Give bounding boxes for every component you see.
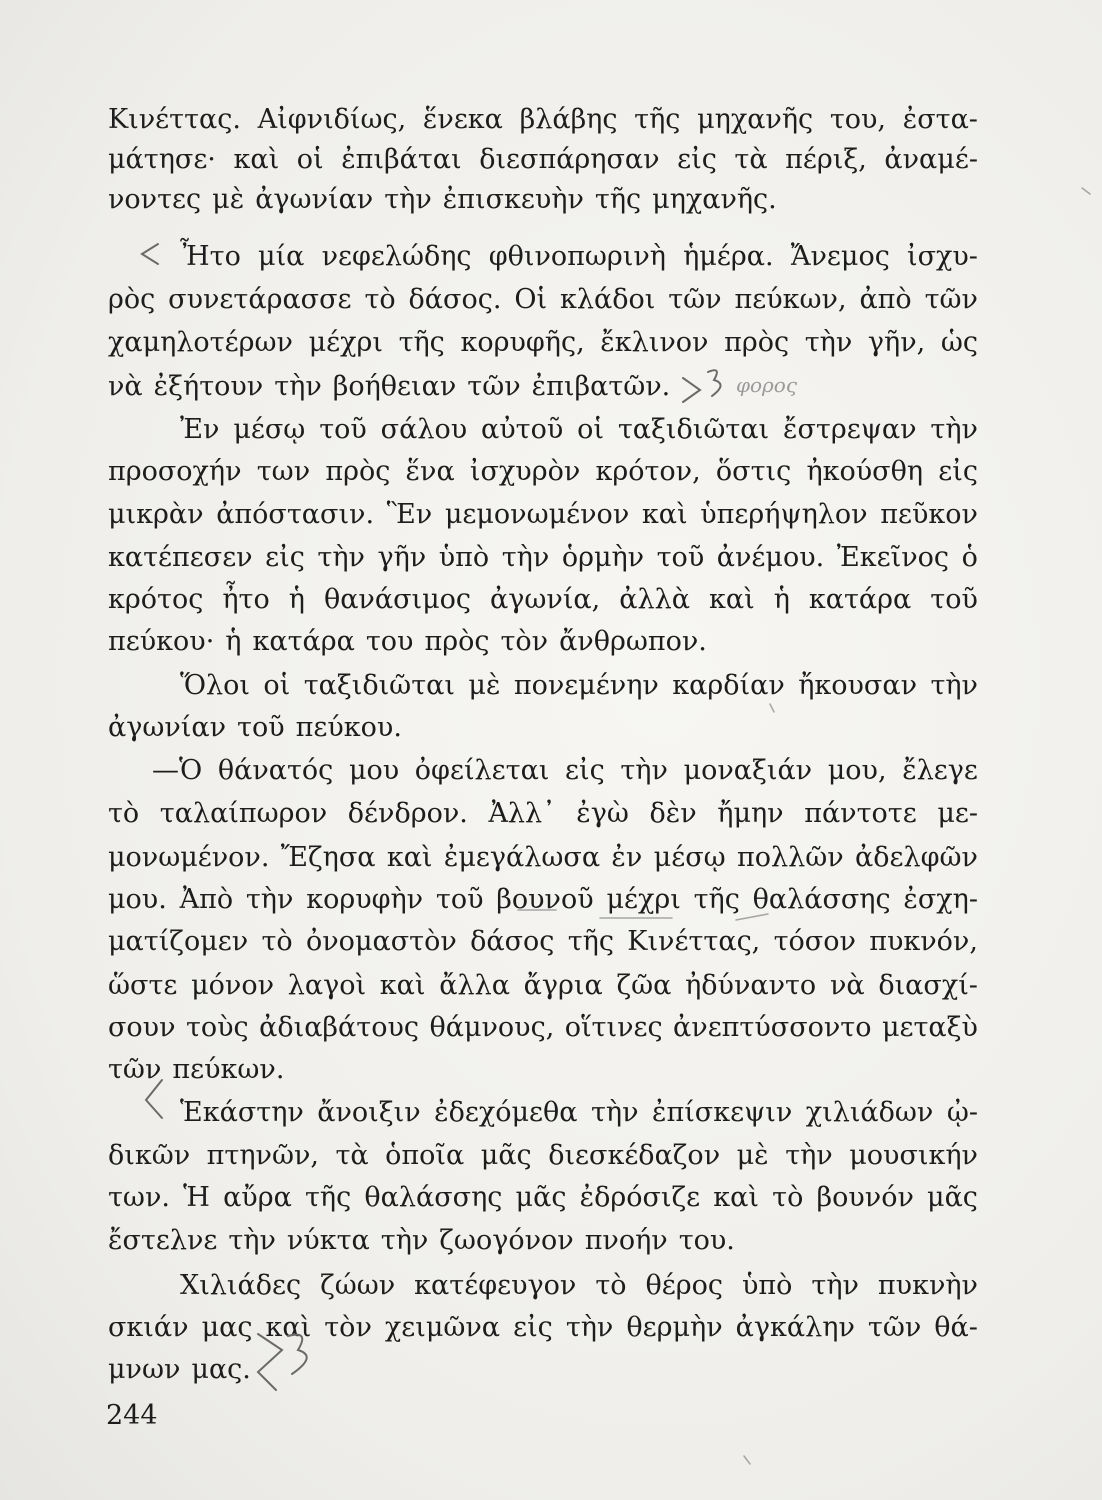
word: δὲν — [649, 798, 697, 829]
word: μας. — [191, 1354, 251, 1385]
word: ὑπερήψηλον — [700, 499, 868, 530]
word: τὸ — [772, 1182, 804, 1213]
word: μᾶς — [515, 1182, 567, 1213]
word: ἡ — [225, 626, 242, 657]
word: Ἄνεμος — [790, 241, 890, 272]
word: μᾶς — [927, 1182, 978, 1213]
word: τοῦ — [435, 884, 484, 915]
word: ἐμεγάλωσα — [443, 842, 601, 873]
word: Ἀλλ᾿ — [488, 798, 556, 829]
word: ἀγωνία, — [490, 584, 601, 615]
word: ταλαίπωρον — [159, 798, 328, 829]
word: τὴν — [811, 1270, 859, 1301]
word: τὴν — [245, 884, 294, 915]
word: ὁποῖα — [385, 1140, 465, 1171]
word: αὐτοῦ — [481, 414, 564, 445]
word: ὀφείλεται — [414, 755, 550, 786]
word: ζώων — [320, 1270, 396, 1301]
word: ἀπόστασιν. — [216, 499, 375, 530]
text-line — [108, 622, 978, 662]
word: ἤμην — [717, 798, 784, 829]
word: νύκτα — [286, 1225, 370, 1256]
word: τὴν — [501, 542, 550, 573]
word: ἡμέρα. — [683, 241, 774, 272]
word: ἀνέμου. — [716, 542, 825, 573]
word: ἤκουσαν — [798, 670, 917, 701]
text-line — [108, 1178, 978, 1218]
word: Κινέττας, — [627, 926, 761, 957]
word: βουνοῦ — [496, 884, 594, 915]
text-line — [108, 1350, 978, 1390]
word: σουν — [108, 1012, 176, 1043]
word: Οἱ — [514, 284, 548, 315]
word: μηχανῆς. — [652, 184, 777, 215]
word: τῶν — [924, 284, 978, 315]
word: βοήθειαν — [332, 371, 457, 402]
word: πεῦκον — [880, 499, 978, 530]
word: φθινοπωρινὴ — [488, 241, 666, 272]
word: ἦτο — [222, 584, 270, 615]
word: δάσος. — [408, 284, 502, 315]
word: των. — [108, 1182, 170, 1213]
text-line — [108, 666, 978, 706]
text-line — [108, 880, 978, 920]
word: κατάρα — [808, 584, 912, 615]
word: μάτησε· — [108, 144, 216, 175]
text-line — [108, 100, 978, 140]
word: λαγοὶ — [287, 970, 367, 1001]
word: τὴν — [804, 327, 853, 358]
word: διασχί- — [878, 970, 978, 1001]
word: ρὸς — [108, 284, 156, 315]
word: πονεμένην — [513, 670, 659, 701]
word: ἀδιαβάτους — [259, 1012, 420, 1043]
word: ἐδρόσιζε — [579, 1182, 701, 1213]
word: ἐγὼ — [576, 798, 629, 829]
word: Ἔζησα — [280, 842, 376, 873]
word: μοναξιάν — [683, 755, 813, 786]
word: τόσον — [773, 926, 856, 957]
text-line — [108, 1308, 978, 1348]
word: ὁ — [961, 542, 978, 573]
word: πάντοτε — [804, 798, 917, 829]
word: πρὸς — [424, 626, 490, 657]
word: ἕνεκα — [422, 104, 503, 135]
word: ὑπὸ — [741, 1270, 793, 1301]
word: ἔστρεψαν — [782, 414, 917, 445]
word: Ἡ — [183, 1182, 210, 1213]
word: Ἓν — [386, 499, 433, 530]
text-line — [108, 180, 978, 220]
text-line — [108, 1266, 978, 1306]
word: θά- — [934, 1312, 978, 1343]
word: καρδίαν — [672, 670, 785, 701]
word: ζῶα — [616, 970, 672, 1001]
word: ἐπισκευὴν — [442, 184, 584, 215]
word: ᾠ- — [946, 1097, 978, 1128]
word: ἠκούσθη — [806, 456, 924, 487]
word: δάσος — [470, 926, 555, 957]
text-line — [108, 367, 978, 407]
word: ὥστε — [108, 970, 178, 1001]
word: του — [365, 626, 414, 657]
word: εἰς — [513, 1312, 553, 1343]
text-line — [108, 410, 978, 450]
word: σκιάν — [108, 1312, 189, 1343]
word: μουσικήν — [849, 1140, 978, 1171]
word: μὲ — [468, 670, 501, 701]
text-line — [108, 140, 978, 180]
word: γῆν, — [867, 327, 926, 358]
word: κορυφὴν — [306, 884, 424, 915]
text-line — [108, 237, 978, 277]
word: τὴν — [565, 1312, 614, 1343]
word: ταξιδιῶται — [303, 670, 455, 701]
word: πρὸς — [724, 327, 790, 358]
word: ἐξήτουν — [153, 371, 264, 402]
word: χαμηλοτέρων — [108, 327, 293, 358]
word: πολλῶν — [736, 842, 844, 873]
word: μου. — [108, 884, 167, 915]
word: μία — [258, 241, 305, 272]
word: τῶν — [668, 284, 722, 315]
word: ἠδύναντο — [685, 970, 817, 1001]
word: τὴν — [590, 1097, 639, 1128]
word: ἄνοιξιν — [317, 1097, 421, 1128]
word: μηχανῆς — [697, 104, 814, 135]
word: μόνον — [191, 970, 274, 1001]
word: αὔρα — [223, 1182, 292, 1213]
word: Ἐν — [180, 414, 220, 445]
word: ὡς — [940, 327, 978, 358]
word: κρότος — [108, 584, 204, 615]
word: των — [256, 456, 311, 487]
word: πυκνὴν — [877, 1270, 978, 1301]
text-line — [108, 708, 978, 748]
text-line — [108, 838, 978, 878]
word: μέχρι — [606, 884, 681, 915]
word: γῆν — [377, 542, 427, 573]
word: πυκνόν, — [869, 926, 978, 957]
word: Ὅλοι — [180, 670, 250, 701]
word: εἰς — [938, 456, 978, 487]
word: τὰ — [335, 1140, 369, 1171]
word: δένδρον. — [347, 798, 468, 829]
word: Χιλιάδες — [180, 1270, 302, 1301]
word: —Ὁ — [152, 755, 203, 786]
text-line — [108, 1093, 978, 1133]
word: κατέπεσεν — [108, 542, 253, 573]
word: ταξιδιῶται — [617, 414, 770, 445]
word: μέσῳ — [233, 414, 306, 445]
word: εἰς — [565, 755, 605, 786]
word: μεταξὺ — [881, 1012, 978, 1043]
word: τῆς — [693, 884, 740, 915]
word: κρότον, — [595, 456, 701, 487]
word: βλάβης — [519, 104, 618, 135]
text-line — [108, 280, 978, 320]
word: ἄγρια — [523, 970, 603, 1001]
word: καὶ — [233, 144, 280, 175]
text-line — [108, 794, 978, 834]
text-line — [108, 1136, 978, 1176]
word: θαλάσσης — [752, 884, 891, 915]
word: ἐστα- — [902, 104, 978, 135]
word: χιλιάδων — [805, 1097, 934, 1128]
text-line — [108, 751, 978, 791]
word: μὲ — [212, 184, 245, 215]
word: συνετάρασσε — [168, 284, 352, 315]
word: ἕνα — [405, 456, 455, 487]
word: εἰς — [265, 542, 305, 573]
word: τοὺς — [185, 1012, 249, 1043]
word: ἰσχυ- — [907, 241, 978, 272]
word: καὶ — [386, 842, 433, 873]
word: ἐπιβατῶν. — [531, 371, 671, 402]
word: τὴν — [380, 1225, 429, 1256]
word: τὸν — [324, 1312, 372, 1343]
word: τὴν — [274, 371, 322, 402]
page-number: 244 — [106, 1400, 158, 1431]
word: χειμῶνα — [384, 1312, 501, 1343]
text-line — [108, 1050, 978, 1090]
word: καὶ — [265, 1312, 312, 1343]
word: ἀπὸ — [859, 284, 912, 315]
word: σάλου — [380, 414, 468, 445]
word: πεύκου· — [108, 626, 215, 657]
word: ἔστελνε — [108, 1225, 218, 1256]
word: πτηνῶν, — [206, 1140, 319, 1171]
text-line — [108, 966, 978, 1006]
word: μέχρι — [308, 327, 383, 358]
word: ἡ — [773, 584, 790, 615]
word: θάνατός — [217, 755, 334, 786]
word: ἀλλὰ — [619, 584, 690, 615]
word: μονωμένον. — [108, 842, 270, 873]
word: μεμονωμένον — [444, 499, 630, 530]
word: τῆς — [634, 104, 681, 135]
word: τὴν — [930, 414, 978, 445]
word: τοῦ — [656, 542, 705, 573]
word: ἀδελφῶν — [854, 842, 978, 873]
word: ζωογόνον — [439, 1225, 574, 1256]
word: μου — [348, 755, 400, 786]
word: τοῦ — [930, 584, 978, 615]
word: Αἰφνιδίως, — [257, 104, 407, 135]
word: ὀνομαστὸν — [306, 926, 457, 957]
word: ἐσχη- — [903, 884, 978, 915]
word: οἱ — [263, 670, 291, 701]
word: τῶν — [867, 1312, 922, 1343]
word: προσοχήν — [108, 456, 242, 487]
margin-tick — [1082, 188, 1090, 194]
word: ἐδεχόμεθα — [434, 1097, 578, 1128]
word: ἔκλινον — [600, 327, 709, 358]
word: τῶν — [108, 1054, 162, 1085]
word: νοντες — [108, 184, 202, 215]
word: τὸ — [261, 926, 293, 957]
word: ἀνεπτύσσοντο — [673, 1012, 872, 1043]
word: τὴν — [384, 184, 432, 215]
word: οἵτινες — [564, 1012, 663, 1043]
word: νὰ — [108, 371, 143, 402]
word: ἰσχυρὸν — [469, 456, 581, 487]
word: πνοήν — [584, 1225, 668, 1256]
word: ματίζομεν — [108, 926, 249, 957]
word: καὶ — [379, 970, 426, 1001]
word: πρὸς — [325, 456, 391, 487]
margin-tick — [744, 1456, 750, 1464]
word: ἔλεγε — [902, 755, 978, 786]
text-line — [108, 495, 978, 535]
word: νὰ — [829, 970, 865, 1001]
word: ἀγωνίαν — [255, 184, 374, 215]
word: του. — [678, 1225, 735, 1256]
word: τὸ — [364, 284, 396, 315]
word: Ἦτο — [180, 241, 241, 272]
word: οἱ — [577, 414, 604, 445]
word: ὑπὸ — [438, 542, 490, 573]
word: ἐπίσκεψιν — [651, 1097, 793, 1128]
text-line — [108, 452, 978, 492]
word: μου, — [827, 755, 887, 786]
word: πεύκων. — [172, 1054, 285, 1085]
word: πεύκων, — [734, 284, 847, 315]
word: οἱ — [296, 144, 324, 175]
text-line — [108, 1221, 978, 1261]
word: τὰ — [734, 144, 768, 175]
word: τὸν — [500, 626, 549, 657]
word: νεφελώδης — [321, 241, 472, 272]
word: εἰς — [677, 144, 717, 175]
text-line — [108, 538, 978, 578]
word: ἄλλα — [439, 970, 510, 1001]
word: του, — [829, 104, 887, 135]
word: ἡ — [288, 584, 305, 615]
word: τῶν — [467, 371, 521, 402]
text-line — [108, 580, 978, 620]
word: τὴν — [317, 542, 365, 573]
word: ὁρμὴν — [561, 542, 645, 573]
word: διεσπάρησαν — [479, 144, 660, 175]
word: κλάδοι — [559, 284, 656, 315]
word: μνων — [108, 1354, 181, 1385]
word: ἄνθρωπον. — [559, 626, 707, 657]
word: διεσκέδαζον — [548, 1140, 721, 1171]
word: θανάσιμος — [323, 584, 472, 615]
word: πεύκου. — [295, 712, 402, 743]
word: καὶ — [641, 499, 688, 530]
word: μικρὰν — [108, 499, 204, 530]
text-line — [108, 1008, 978, 1048]
word: τὴν — [785, 1140, 833, 1171]
word: τὴν — [620, 755, 668, 786]
word: Ἑκάστην — [180, 1097, 304, 1128]
word: θάμνους, — [429, 1012, 555, 1043]
word: θέρος — [645, 1270, 723, 1301]
handwritten-note: φορος — [736, 373, 798, 397]
word: Ἀπὸ — [179, 884, 234, 915]
word: μὲ — [736, 1140, 769, 1171]
word: βουνόν — [816, 1182, 914, 1213]
word: τὴν — [228, 1225, 276, 1256]
word: δικῶν — [108, 1140, 191, 1171]
word: κατάρα — [252, 626, 355, 657]
word: με- — [937, 798, 978, 829]
word: μᾶς — [480, 1140, 532, 1171]
word: τὴν — [930, 670, 978, 701]
word: καὶ — [713, 1182, 759, 1213]
text-line — [108, 922, 978, 962]
word: ἀγκάλην — [735, 1312, 855, 1343]
word: ἐν — [611, 842, 643, 873]
word: πέριξ, — [785, 144, 867, 175]
word: ἀναμέ- — [884, 144, 978, 175]
word: τοῦ — [319, 414, 367, 445]
word: καὶ — [708, 584, 755, 615]
word: κατέφευγον — [414, 1270, 577, 1301]
word: τὸ — [108, 798, 140, 829]
word: τὸ — [595, 1270, 627, 1301]
word: τῆς — [304, 1182, 352, 1213]
word: τοῦ — [237, 712, 285, 743]
word: μας — [201, 1312, 253, 1343]
word: θερμὴν — [626, 1312, 723, 1343]
word: Κινέττας. — [108, 104, 241, 135]
word: θαλάσσης — [364, 1182, 503, 1213]
text-line — [108, 323, 978, 363]
word: τῆς — [398, 327, 445, 358]
word: ἐπιβάται — [341, 144, 462, 175]
word: ἀγωνίαν — [108, 712, 227, 743]
word: μέσῳ — [653, 842, 726, 873]
word: τῆς — [594, 184, 642, 215]
word: ὅστις — [715, 456, 792, 487]
word: τῆς — [567, 926, 614, 957]
word: Ἐκεῖνος — [836, 542, 950, 573]
word: κορυφῆς, — [460, 327, 585, 358]
